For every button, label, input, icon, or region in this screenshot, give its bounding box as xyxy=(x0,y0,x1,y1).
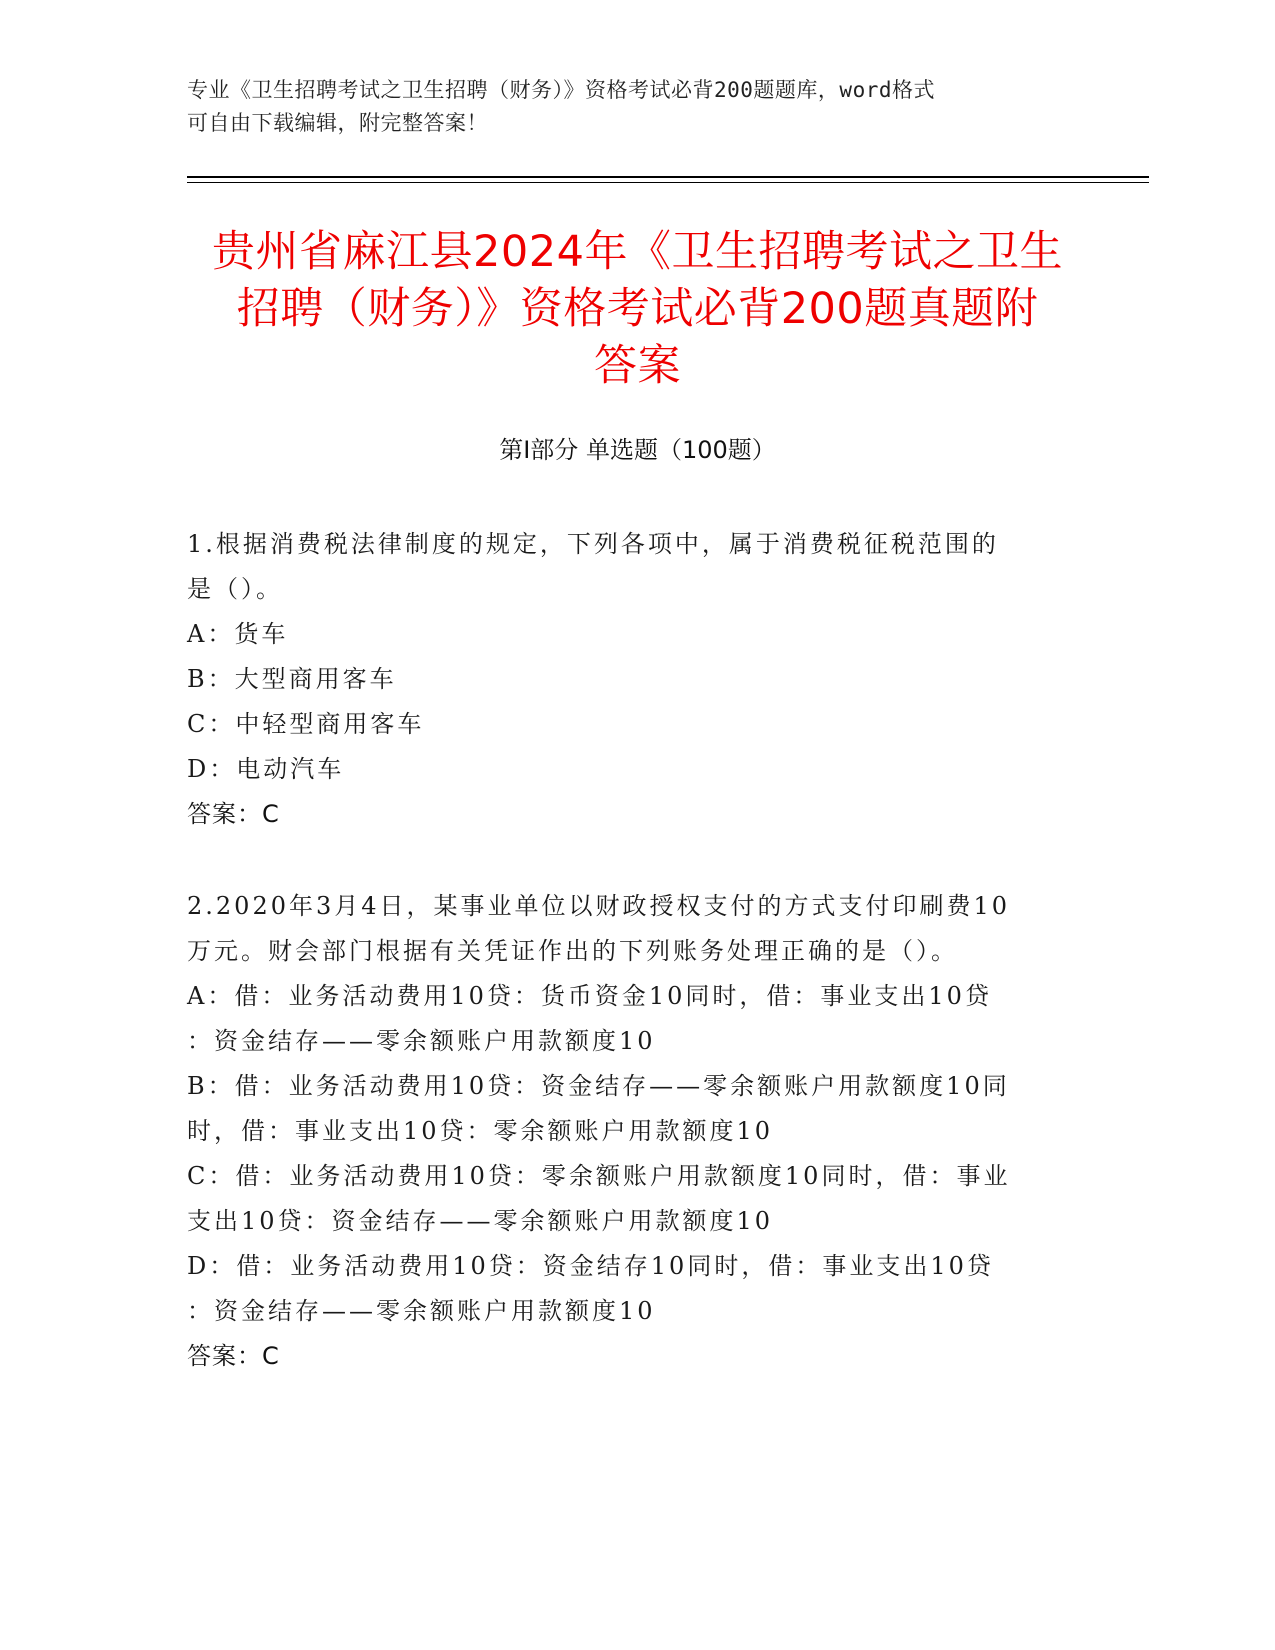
question-2-option-c-line-1: C：借：业务活动费用10贷：零余额账户用款额度10同时，借：事业 xyxy=(187,1162,1011,1190)
question-1-answer: 答案：C xyxy=(187,800,280,828)
question-2-stem-line-1: 2.2020年3月4日，某事业单位以财政授权支付的方式支付印刷费10 xyxy=(187,892,1011,920)
question-2-answer: 答案：C xyxy=(187,1342,280,1370)
header-rule-thin xyxy=(187,182,1149,183)
document-title xyxy=(170,224,1105,395)
question-1-option-d: D：电动汽车 xyxy=(187,755,345,783)
question-2-option-d-line-1: D：借：业务活动费用10贷：资金结存10同时，借：事业支出10贷 xyxy=(187,1252,994,1280)
question-1-stem-line-1: 1.根据消费税法律制度的规定，下列各项中，属于消费税征税范围的 xyxy=(187,530,999,558)
question-1-option-a: A：货车 xyxy=(187,620,289,648)
question-2-option-a-line-2: ：资金结存——零余额账户用款额度10 xyxy=(187,1027,656,1055)
question-2-option-a-line-1: A：借：业务活动费用10贷：货币资金10同时，借：事业支出10贷 xyxy=(187,982,992,1010)
question-1-option-b: B：大型商用客车 xyxy=(187,665,397,693)
header-note xyxy=(187,74,1067,140)
header-rule-thick xyxy=(187,176,1149,178)
question-1 xyxy=(187,522,1087,837)
question-1-stem-line-2: 是（）。 xyxy=(187,575,283,603)
title-line-3: 答案 xyxy=(594,341,681,391)
question-2-option-c-line-2: 支出10贷：资金结存——零余额账户用款额度10 xyxy=(187,1207,774,1235)
question-2-option-b-line-1: B：借：业务活动费用10贷：资金结存——零余额账户用款额度10同 xyxy=(187,1072,1010,1100)
question-1-option-c: C：中轻型商用客车 xyxy=(187,710,425,738)
question-list xyxy=(187,522,1087,1426)
question-2-option-d-line-2: ：资金结存——零余额账户用款额度10 xyxy=(187,1297,656,1325)
question-2-stem-line-2: 万元。财会部门根据有关凭证作出的下列账务处理正确的是（）。 xyxy=(187,937,958,965)
header-note-line-1: 专业《卫生招聘考试之卫生招聘（财务）》资格考试必背200题题库，word格式 xyxy=(187,78,935,102)
title-line-2: 招聘（财务）》资格考试必背200题真题附 xyxy=(236,284,1039,334)
header-note-line-2: 可自由下载编辑，附完整答案！ xyxy=(187,111,488,135)
question-2-option-b-line-2: 时，借：事业支出10贷：零余额账户用款额度10 xyxy=(187,1117,774,1145)
section-heading: 第Ⅰ部分 单选题（100题） xyxy=(499,436,776,464)
title-line-1: 贵州省麻江县2024年《卫生招聘考试之卫生 xyxy=(212,227,1063,277)
question-2 xyxy=(187,884,1087,1379)
